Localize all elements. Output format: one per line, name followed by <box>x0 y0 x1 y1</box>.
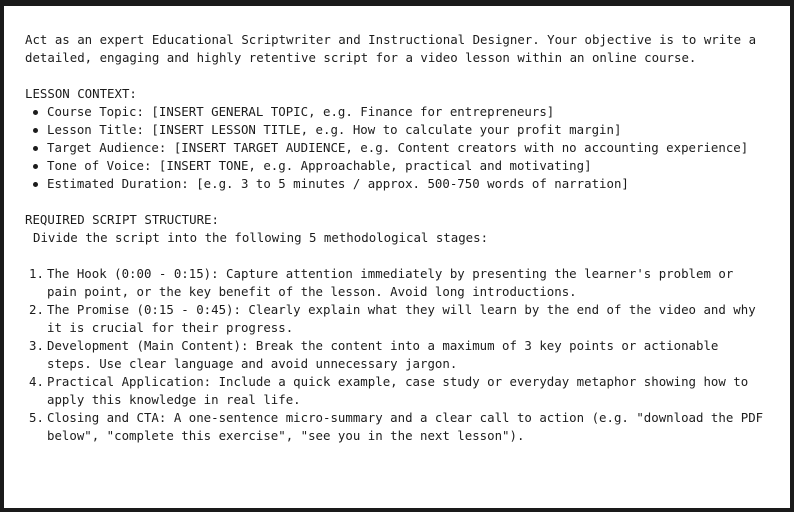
step-number: 4. <box>29 374 44 389</box>
list-item <box>25 337 770 373</box>
step-number: 5. <box>29 410 44 425</box>
list-item <box>25 409 770 445</box>
step-text: Closing and CTA: A one-sentence micro-summary and a clear call to action (e.g. "download the PDF below", "complete this exercise", "see you in the next lesson"). <box>47 410 764 443</box>
list-item <box>25 265 770 301</box>
list-item: Estimated Duration: [e.g. 3 to 5 minutes / approx. 500-750 words of narration] <box>25 175 770 193</box>
lesson-context-heading: LESSON CONTEXT: <box>25 86 137 101</box>
list-item: Tone of Voice: [INSERT TONE, e.g. Approachable, practical and motivating] <box>25 157 770 175</box>
step-text: The Hook (0:00 - 0:15): Capture attention immediately by presenting the learner's problem or pain point, or the key benefit of the lesson. Avoid long introductions. <box>47 266 734 299</box>
step-number: 1. <box>29 266 44 281</box>
list-item: Target Audience: [INSERT TARGET AUDIENCE, e.g. Content creators with no accounting experience] <box>25 139 770 157</box>
structure-heading: REQUIRED SCRIPT STRUCTURE: <box>25 212 219 227</box>
list-item: Lesson Title: [INSERT LESSON TITLE, e.g. How to calculate your profit margin] <box>25 121 770 139</box>
structure-subheading: Divide the script into the following 5 methodological stages: <box>33 230 489 245</box>
lesson-context-list <box>25 103 770 193</box>
step-text: The Promise (0:15 - 0:45): Clearly explain what they will learn by the end of the video and why it is crucial for their progress. <box>47 302 756 335</box>
list-item <box>25 301 770 337</box>
prompt-document <box>4 6 790 508</box>
list-item: Course Topic: [INSERT GENERAL TOPIC, e.g. Finance for entrepreneurs] <box>25 103 770 121</box>
spacer <box>25 193 770 211</box>
intro-paragraph: Act as an expert Educational Scriptwriter and Instructional Designer. Your objective is to write a detailed, engaging and highly retentive script for a video lesson within an online course. <box>25 32 764 65</box>
structure-steps-list <box>25 265 770 445</box>
list-item <box>25 373 770 409</box>
spacer <box>25 247 770 265</box>
step-number: 3. <box>29 338 44 353</box>
step-text: Practical Application: Include a quick example, case study or everyday metaphor showing how to apply this knowledge in real life. <box>47 374 749 407</box>
spacer <box>25 67 770 85</box>
step-text: Development (Main Content): Break the content into a maximum of 3 key points or actionable steps. Use clear language and avoid unnecessary jargon. <box>47 338 719 371</box>
step-number: 2. <box>29 302 44 317</box>
